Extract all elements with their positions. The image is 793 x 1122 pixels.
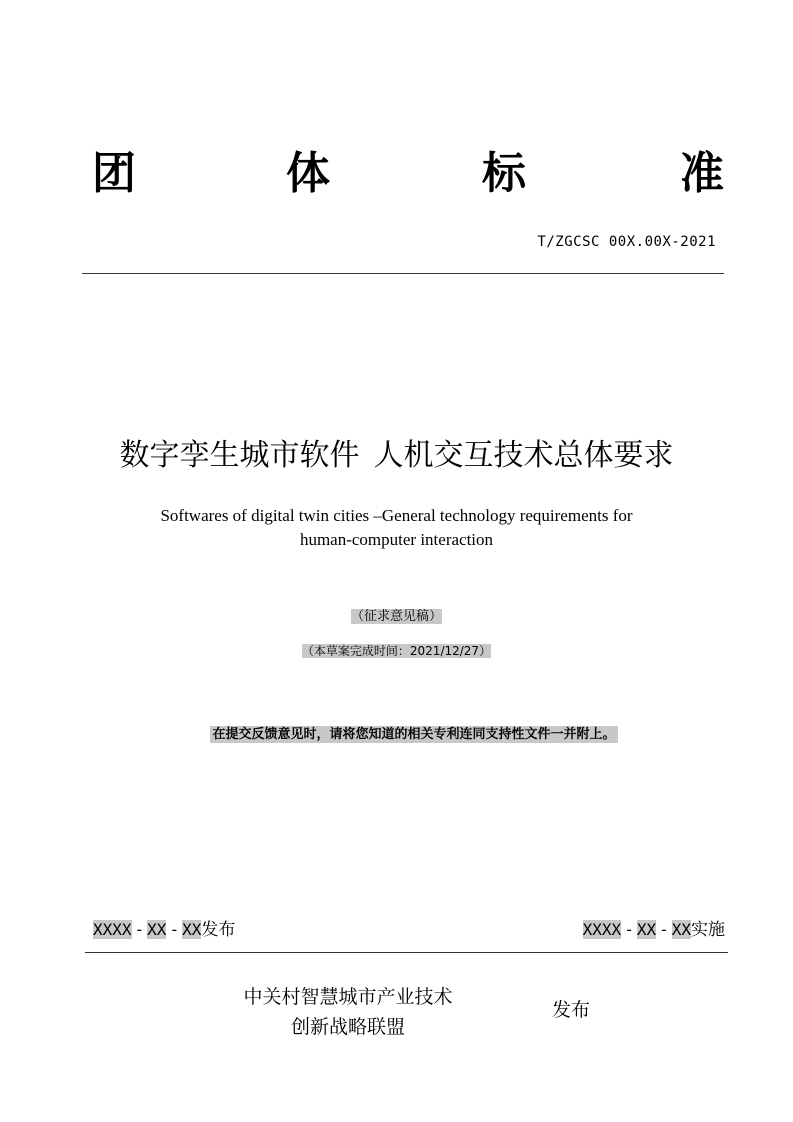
patent-notice	[0, 725, 793, 745]
patent-notice-text: 在提交反馈意见时，请将您知道的相关专利连同支持性文件一并附上。	[212, 727, 616, 742]
publish-label: 发布	[552, 999, 591, 1021]
draft-completion-date	[0, 642, 793, 660]
document-title-cn	[0, 436, 793, 476]
footer-divider	[85, 952, 728, 953]
title-en-line-2: human-computer interaction	[299, 530, 494, 549]
title-en-line-1: Softwares of digital twin cities –General technology requirements for	[160, 506, 633, 525]
standard-number: T/ZGCSC 00X.00X-2021	[537, 234, 716, 250]
header-title-char-2: 体	[286, 148, 330, 199]
issuing-organization	[218, 982, 478, 1042]
header-title-char-1: 团	[92, 148, 136, 199]
document-title-en	[0, 504, 793, 552]
publish-month: XX	[147, 920, 167, 939]
implement-month: XX	[636, 920, 657, 939]
draft-completion-date-label: （本草案完成时间：2021/12/27）	[301, 644, 492, 658]
org-line-1: 中关村智慧城市产业技术	[243, 986, 453, 1008]
publish-year: XXXX	[93, 920, 132, 939]
draft-status-label: （征求意见稿）	[350, 609, 442, 624]
publish-day: XX	[182, 920, 202, 939]
header-title-char-3: 标	[482, 148, 526, 199]
implement-suffix: 实施	[691, 920, 725, 940]
draft-status	[0, 608, 793, 626]
implement-date: XXXX - XX - XX实施	[582, 920, 725, 940]
org-line-2: 创新战略联盟	[290, 1016, 405, 1038]
title-cn-part-1: 数字孪生城市软件	[119, 438, 360, 473]
implement-day: XX	[671, 920, 691, 939]
publish-date: XXXX - XX - XX发布	[93, 920, 236, 940]
title-cn-part-2: 人机交互技术总体要求	[373, 438, 674, 473]
publish-suffix: 发布	[201, 920, 236, 940]
header-divider	[82, 273, 724, 274]
header-title-char-4: 准	[680, 148, 724, 199]
implement-year: XXXX	[582, 920, 622, 939]
